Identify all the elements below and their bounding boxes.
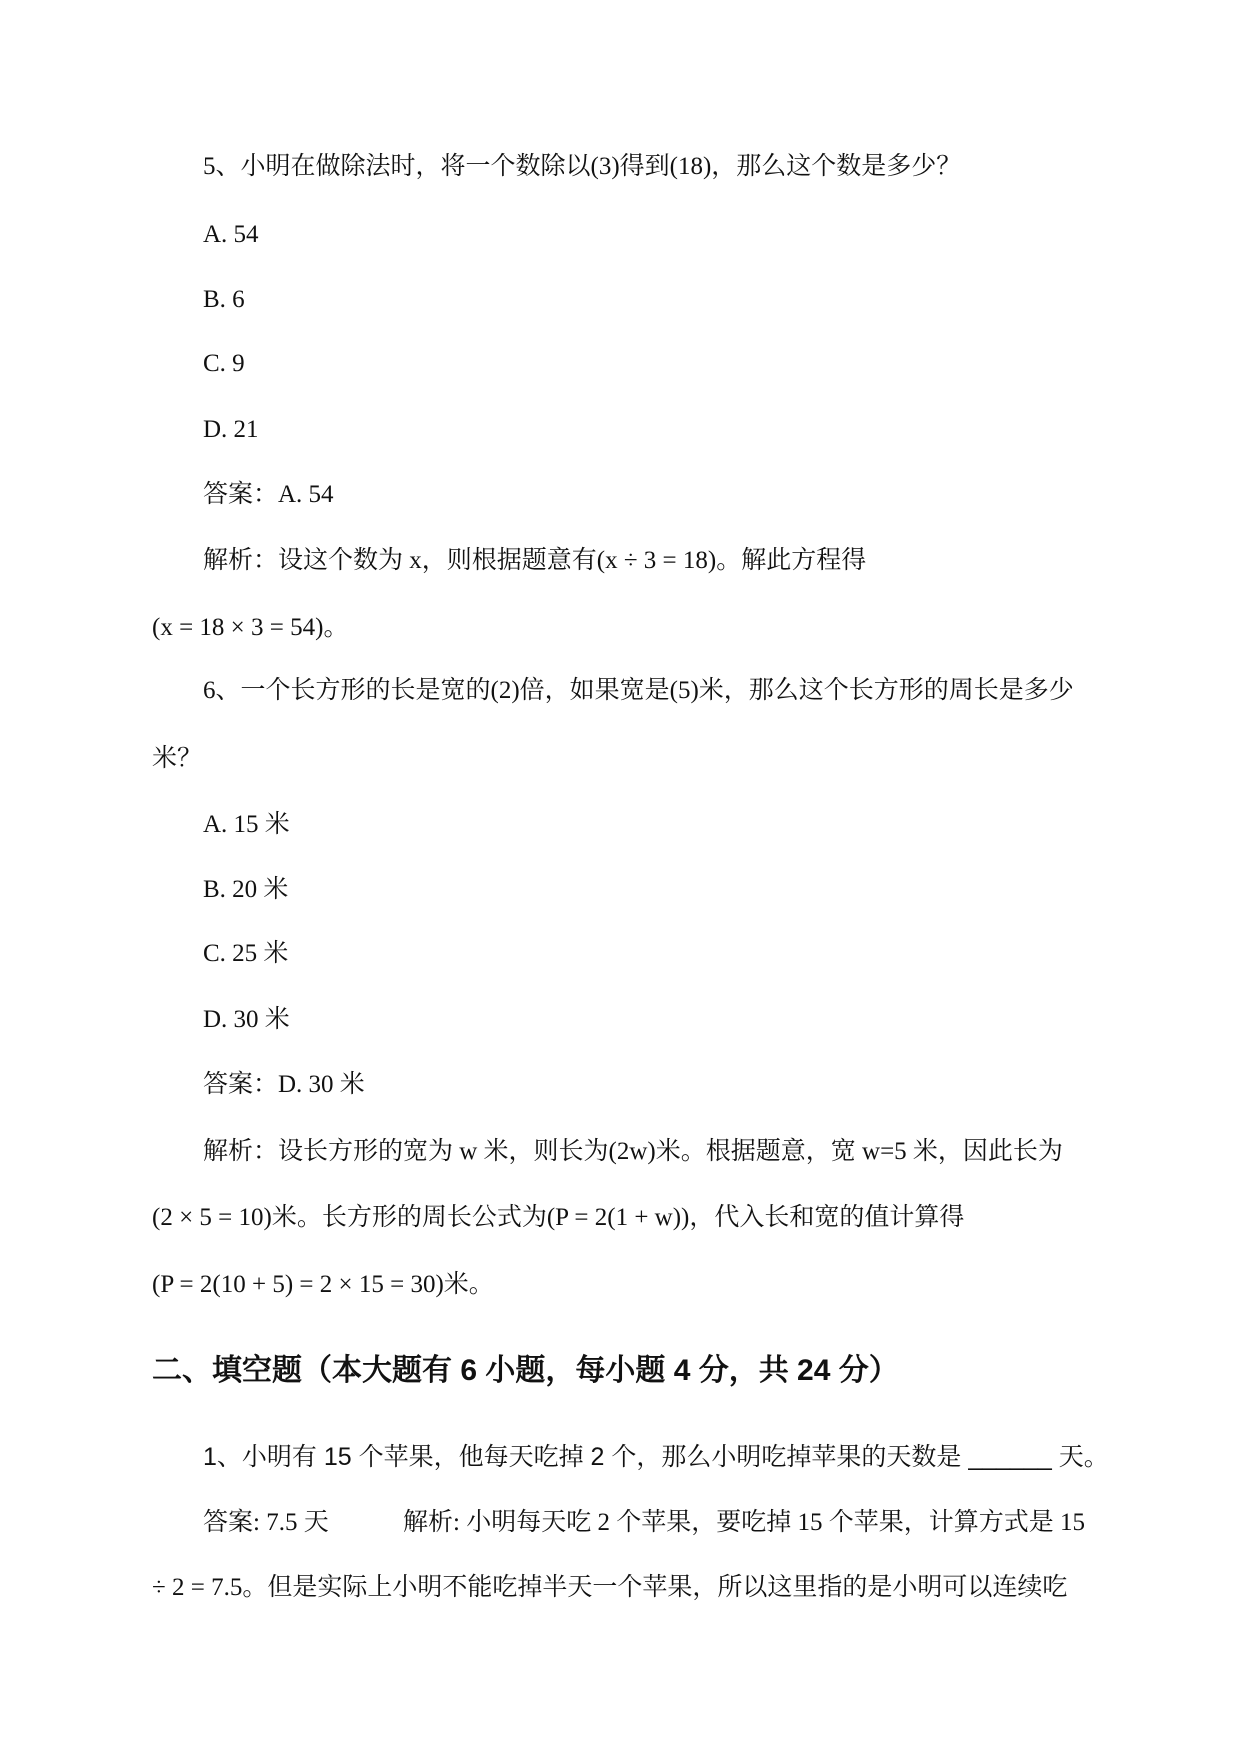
question-6-stem-line-1: 6、一个长方形的长是宽的(2)倍，如果宽是(5)米，那么这个长方形的周长是多少	[203, 677, 1074, 704]
question-5-option-a: A. 54	[203, 221, 259, 248]
question-6-stem-line-2: 米？	[152, 745, 203, 772]
fill-question-1-answer-row	[0, 1507, 1241, 1539]
fill-question-1-analysis-line-1: 解析: 小明每天吃 2 个苹果，要吃掉 15 个苹果，计算方式是 15	[403, 1509, 1085, 1536]
section-2-heading: 二、填空题（本大题有 6 小题，每小题 4 分，共 24 分）	[152, 1354, 899, 1387]
question-6-option-a: A. 15 米	[203, 811, 290, 838]
question-6-analysis-line-2: (2 × 5 = 10)米。长方形的周长公式为(P = 2(1 + w))，代入长和宽的值计算得	[152, 1204, 965, 1231]
question-6-option-d: D. 30 米	[203, 1006, 290, 1033]
question-6-option-c: C. 25 米	[203, 940, 289, 967]
question-6-analysis-line-1: 解析：设长方形的宽为 w 米，则长为(2w)米。根据题意，宽 w=5 米，因此长为	[203, 1138, 1063, 1165]
question-5-stem: 5、小明在做除法时，将一个数除以(3)得到(18)，那么这个数是多少？	[203, 153, 962, 180]
question-5-option-c: C. 9	[203, 350, 245, 377]
question-6-analysis-line-3: (P = 2(10 + 5) = 2 × 15 = 30)米。	[152, 1271, 494, 1298]
fill-question-1-analysis-line-2: ÷ 2 = 7.5。但是实际上小明不能吃掉半天一个苹果，所以这里指的是小明可以连续吃	[152, 1574, 1068, 1601]
question-6-option-b: B. 20 米	[203, 876, 289, 903]
question-5-option-d: D. 21	[203, 416, 259, 443]
fill-question-1-answer: 答案: 7.5 天	[203, 1509, 329, 1536]
question-6-answer: 答案：D. 30 米	[203, 1071, 365, 1098]
question-5-analysis-line-1: 解析：设这个数为 x，则根据题意有(x ÷ 3 = 18)。解此方程得	[203, 547, 867, 574]
question-5-option-b: B. 6	[203, 286, 245, 313]
question-5-analysis-line-2: (x = 18 × 3 = 54)。	[152, 614, 349, 641]
question-5-answer: 答案：A. 54	[203, 481, 334, 508]
fill-question-1-stem: 1、小明有 15 个苹果，他每天吃掉 2 个，那么小明吃掉苹果的天数是 ______ 天。	[203, 1443, 1109, 1471]
